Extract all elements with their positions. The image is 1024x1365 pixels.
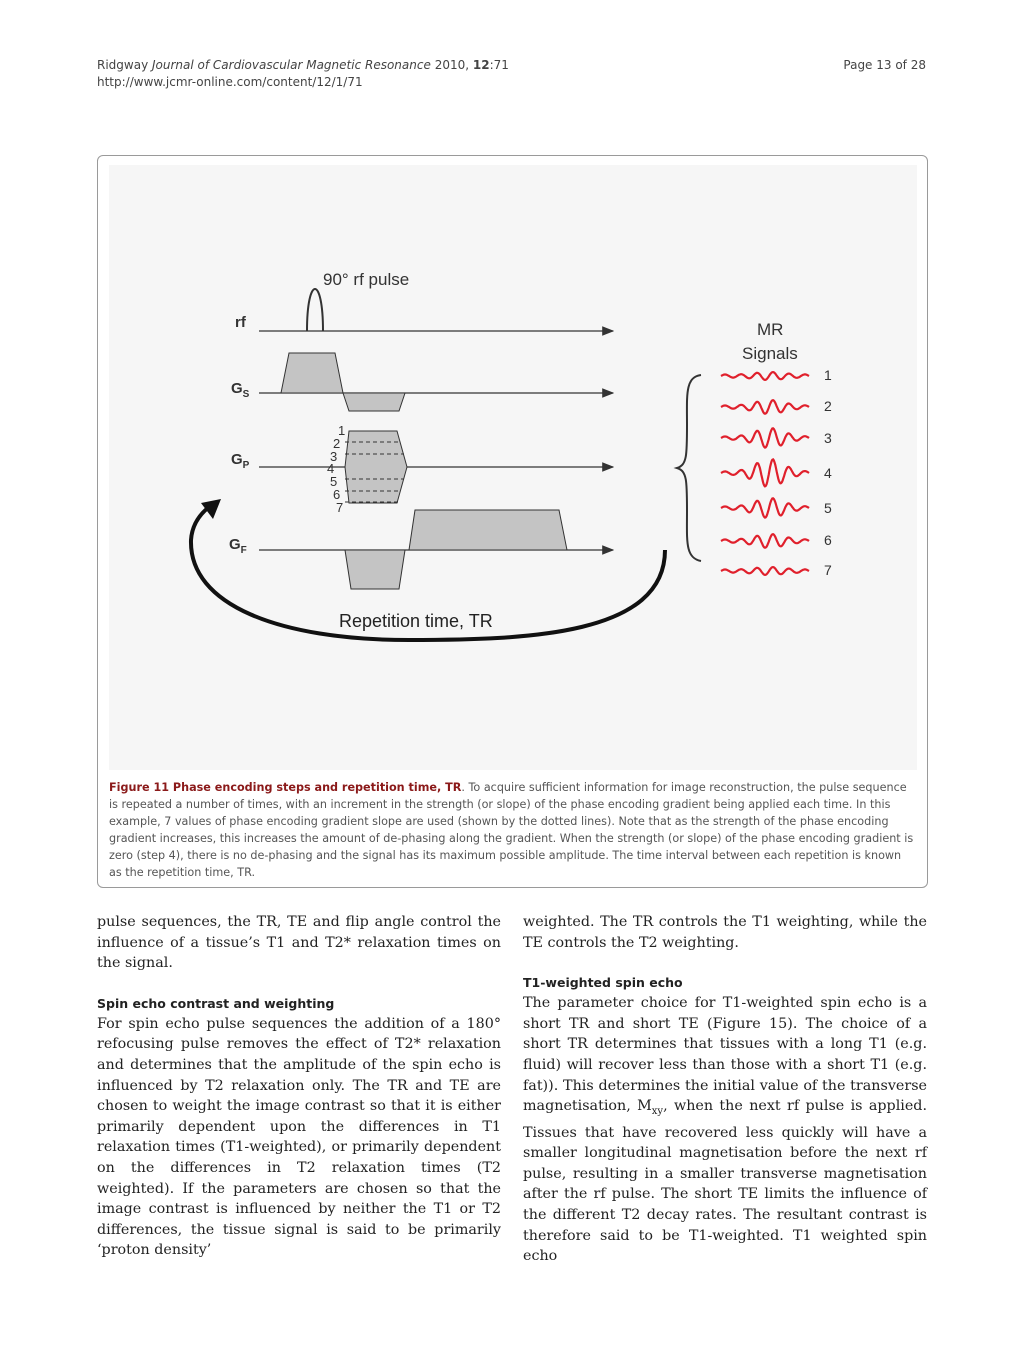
signal-trace-1 bbox=[721, 372, 809, 380]
signal-trace-3 bbox=[721, 428, 809, 447]
header-journal: Journal of Cardiovascular Magnetic Resonance bbox=[152, 58, 431, 72]
figure-box bbox=[97, 155, 928, 888]
phase-step-4: 4 bbox=[327, 461, 335, 476]
signal-traces bbox=[721, 372, 809, 575]
signal-trace-7 bbox=[721, 567, 809, 575]
tr-label: Repetition time, TR bbox=[339, 611, 493, 631]
figure-number: Figure 11 bbox=[109, 781, 170, 794]
signal-number-2: 2 bbox=[824, 398, 832, 414]
signal-number-4: 4 bbox=[824, 465, 832, 481]
gf-readout-lobe bbox=[409, 510, 567, 550]
figure-caption-title: Phase encoding steps and repetition time, TR bbox=[169, 781, 462, 794]
phase-step-numbers bbox=[327, 423, 345, 515]
signal-trace-2 bbox=[721, 400, 809, 414]
right-column bbox=[523, 912, 927, 1267]
signal-number-3: 3 bbox=[824, 430, 832, 446]
gp-row-label: $G_P$ bbox=[231, 451, 250, 471]
section-heading-spin-echo: Spin echo contrast and weighting bbox=[97, 995, 335, 1011]
header-author: Ridgway bbox=[97, 58, 149, 72]
figure-caption-text: . To acquire sufficient information for image reconstruction, the pulse sequence is repeated a number of times, with an increment in the strength (or slope) of the phase encoding gradient being applied each time. In this example, 7 values of phase encoding gradient slope are used (shown by the dotted lines). Note that as the strength of the phase encoding gradient increases, this increases the amount of de-phasing along the gradient. When the strength (or slope) of the phase encoding gradient is zero (step 4), there is no de-phasing and the signal has its maximum possible amplitude. The time interval between each repetition is known as the repetition time, TR. bbox=[109, 781, 914, 879]
phase-step-3: 3 bbox=[330, 449, 338, 464]
phase-step-6: 6 bbox=[333, 487, 341, 502]
signal-trace-5 bbox=[721, 498, 809, 517]
signal-number-1: 1 bbox=[824, 367, 832, 383]
running-header bbox=[97, 57, 926, 91]
phase-step-1: 1 bbox=[338, 423, 346, 438]
citation-line bbox=[97, 57, 926, 74]
gs-positive-lobe bbox=[281, 353, 343, 393]
signals-title-2: Signals bbox=[742, 344, 798, 363]
right-paragraph-2: The parameter choice for T1-weighted spin echo is a short TR and short TE (Figure 15). The choice of a short TR determines that tissues with a long T1 (e.g. fluid) will recover less than those with a short T1 (e.g. fat)). This determines the initial value of the transverse magnetisation, $M_{xy}$, when the next rf pulse is applied. Tissues that have recovered less quickly will have a smaller longitudinal magnetisation before the next rf pulse, resulting in a smaller transverse magnetisation after the rf pulse. The short TE limits the influence of the different T2 decay rates. The resultant contrast is therefore said to be T1-weighted. T1 weighted spin echo bbox=[523, 995, 927, 1265]
figure-image bbox=[109, 165, 917, 770]
signal-number-5: 5 bbox=[824, 500, 832, 516]
pulse-sequence-diagram bbox=[109, 165, 917, 770]
gs-negative-lobe bbox=[343, 393, 405, 411]
phase-step-7: 7 bbox=[336, 500, 344, 515]
signal-number-6: 6 bbox=[824, 532, 832, 548]
section-heading-t1-weighted: T1-weighted spin echo bbox=[523, 975, 683, 991]
rf-pulse-label: 90° rf pulse bbox=[323, 270, 410, 289]
rf-row-label: rf bbox=[235, 314, 246, 331]
gf-dephase-lobe bbox=[345, 550, 405, 589]
gs-row-label: $G_S$ bbox=[231, 380, 250, 400]
header-url[interactable]: http://www.jcmr-online.com/content/12/1/71 bbox=[97, 75, 363, 89]
header-year: 2010, bbox=[434, 58, 470, 72]
left-paragraph-2: For spin echo pulse sequences the addition of a 180° refocusing pulse removes the effect of T2* relaxation and determines that the amplitude of the spin echo is influenced by T2 relaxation only. The TR and TE are chosen to weight the image contrast so that it is either primarily dependent upon the differences in T1 relaxation times (T1-weighted), or primarily dependent on the differences in T2 relaxation times (T2 weighted). If the parameters are chosen so that the image contrast is influenced by neither the T1 or T2 differences, the tissue signal is said to be primarily ‘proton density’ bbox=[97, 1015, 501, 1259]
signals-title-1: MR bbox=[757, 320, 784, 339]
signal-numbers bbox=[824, 367, 832, 578]
left-paragraph-1: pulse sequences, the TR, TE and flip angle control the influence of a tissue’s T1 and T2* relaxation times on the signal. bbox=[97, 914, 501, 972]
header-article: :71 bbox=[489, 58, 509, 72]
rf-pulse-shape bbox=[307, 289, 323, 331]
header-volume: 12 bbox=[472, 58, 490, 72]
signal-trace-4 bbox=[721, 459, 809, 486]
left-column bbox=[97, 912, 501, 1261]
signal-trace-6 bbox=[721, 534, 809, 548]
phase-step-5: 5 bbox=[330, 474, 338, 489]
signals-brace bbox=[677, 375, 701, 561]
gf-row-label: $G_F$ bbox=[229, 536, 247, 556]
signal-number-7: 7 bbox=[824, 562, 832, 578]
page-number: Page 13 of 28 bbox=[843, 58, 926, 72]
phase-step-2: 2 bbox=[333, 436, 341, 451]
figure-caption bbox=[109, 779, 917, 881]
right-paragraph-1: weighted. The TR controls the T1 weighting, while the TE controls the T2 weighting. bbox=[523, 914, 927, 951]
